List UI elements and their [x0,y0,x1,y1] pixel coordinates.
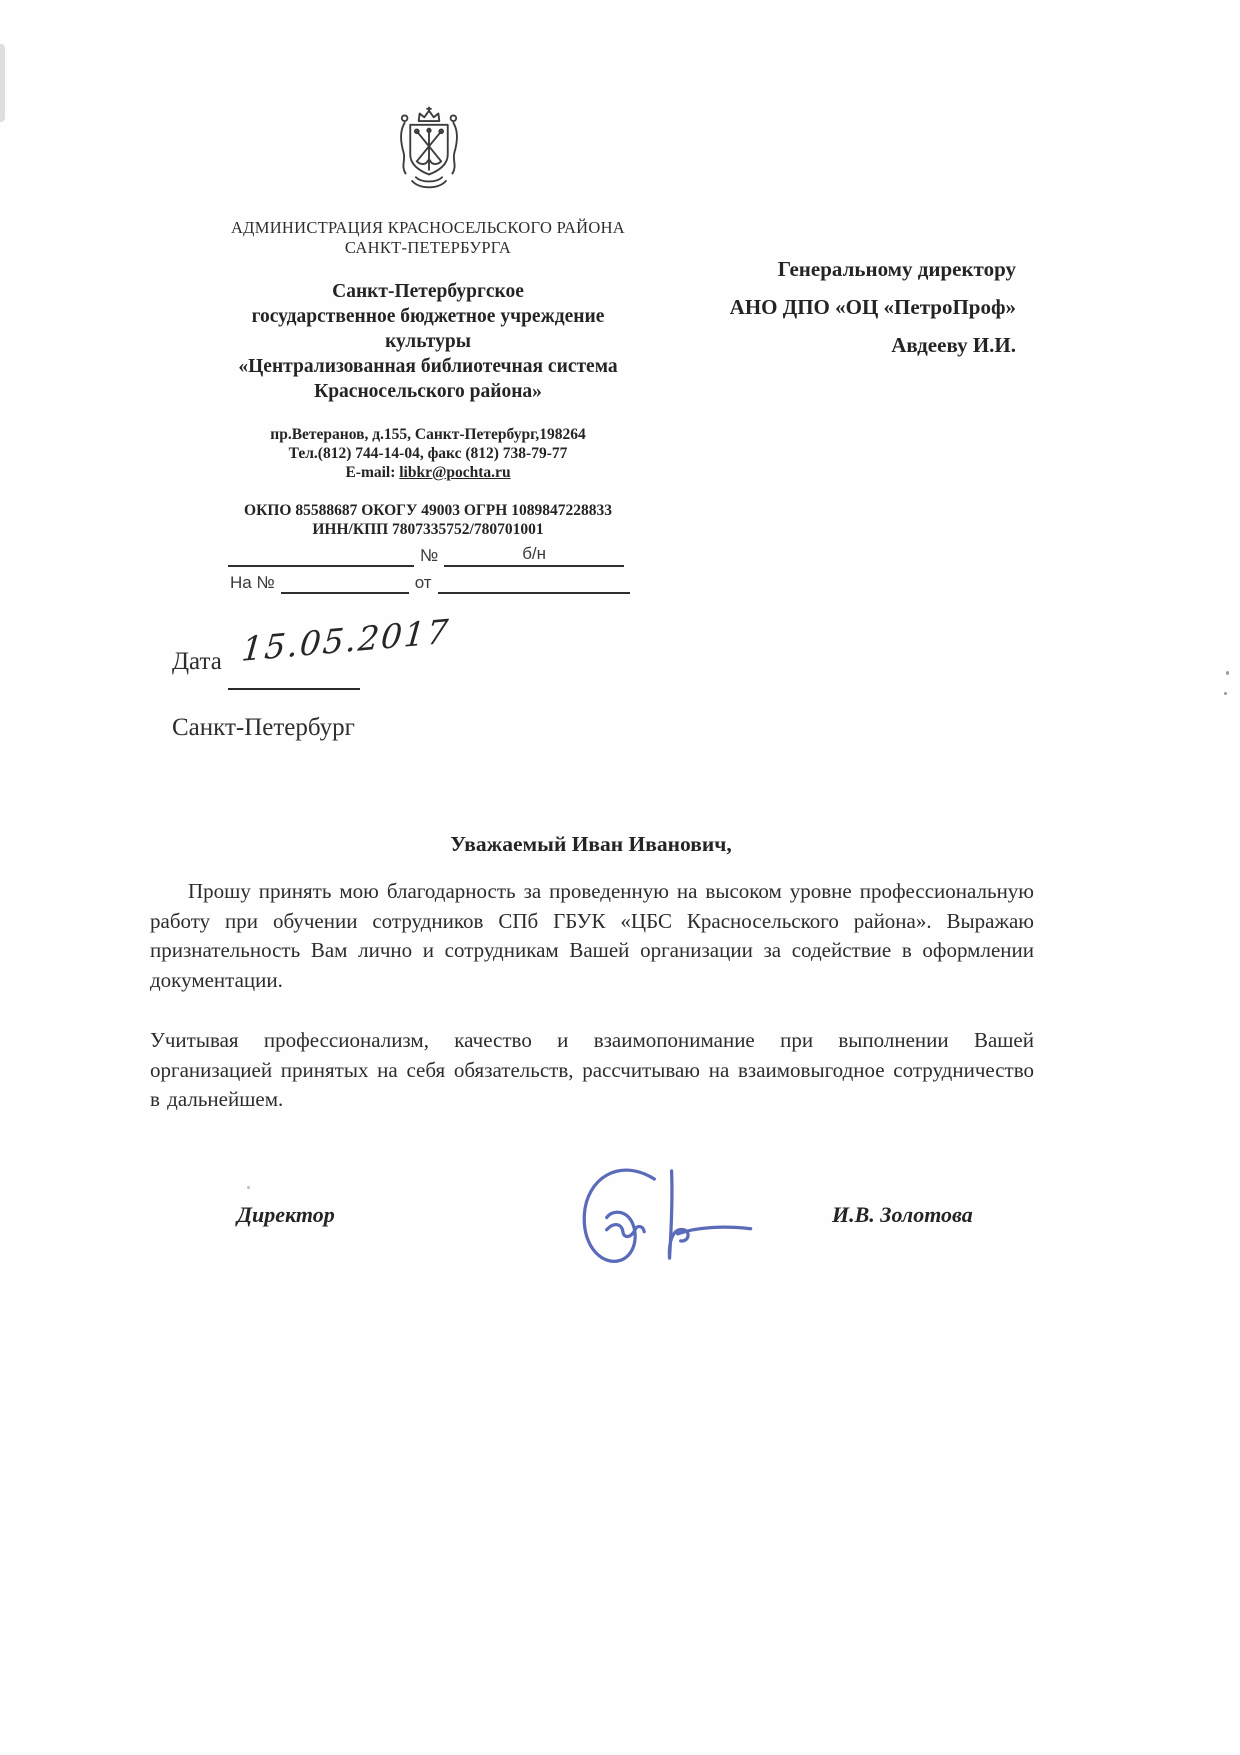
scan-speck [1226,671,1229,675]
org-name-line: «Централизованная библиотечная система [238,356,618,377]
spb-coat-of-arms-icon [382,106,476,196]
salutation: Уважаемый Иван Иванович, [450,832,732,856]
org-name-line: Красносельского района» [314,381,542,402]
registration-codes [150,501,706,539]
from-label: от [414,573,432,592]
email-address: libkr@pochta.ru [399,464,511,481]
contact-block [150,425,706,482]
incoming-reference-line [230,570,630,594]
scan-speck [247,1186,250,1189]
body-paragraph-2: Учитывая профессионализм, качество и взаимопонимание при выполнении Вашей организацией принятых на себя обязательств, рассчитываю на взаимовыгодное сотрудничество в дальнейшем. [150,1028,1034,1111]
addressee-organization: АНО ДПО «ОЦ «ПетроПроф» [729,295,1016,319]
handwritten-date: 15.05.2017 [240,611,452,669]
blank-line [281,570,409,594]
signer-name: И.В. Золотова [832,1202,973,1227]
postal-address: пр.Ветеранов, д.155, Санкт-Петербург,198264 [270,426,586,443]
blank-line [228,543,414,567]
handwritten-signature [558,1148,776,1276]
addressee-block [700,250,1016,364]
admin-line-1: АДМИНИСТРАЦИЯ КРАСНОСЕЛЬСКОГО РАЙОНА [230,218,626,237]
email-label: E-mail: [345,464,396,481]
blank-line [438,570,630,594]
outgoing-number-value: б/н [444,542,624,567]
body-paragraph-1: Прошу принять мою благодарность за проведенную на высоком уровне профессиональную работу при обучении сотрудников СПб ГБУК «ЦБС Красносельского района». Выражаю признательность Вам лично и сотрудникам Вашей организации за содействие в оформлении документации. [150,879,1034,992]
admin-line-2: САНКТ-ПЕТЕРБУРГА [344,238,512,257]
phone-fax: Тел.(812) 744-14-04, факс (812) 738-79-77 [288,445,568,462]
org-name-line: Санкт-Петербургское [332,281,524,302]
addressee-name: Авдееву И.И. [891,333,1016,357]
outgoing-number-line [228,542,624,567]
signer-title: Директор [237,1202,335,1227]
scan-speck [1224,692,1227,695]
city-line: Санкт-Петербург [172,714,355,741]
letterhead [150,218,706,539]
number-sign-label: № [420,546,439,565]
org-name-line: государственное бюджетное учреждение [251,306,605,327]
organization-name [150,279,706,404]
addressee-position: Генеральному директору [777,257,1016,281]
codes-line-1: ОКПО 85588687 ОКОГУ 49003 ОГРН 1089847228833 [244,502,612,519]
org-name-line: культуры [385,331,471,352]
date-label: Дата [172,648,222,675]
email-line [150,463,706,482]
incoming-label: На № [230,573,275,592]
scan-edge-smudge [0,44,5,122]
codes-line-2: ИНН/КПП 7807335752/780701001 [312,521,544,538]
